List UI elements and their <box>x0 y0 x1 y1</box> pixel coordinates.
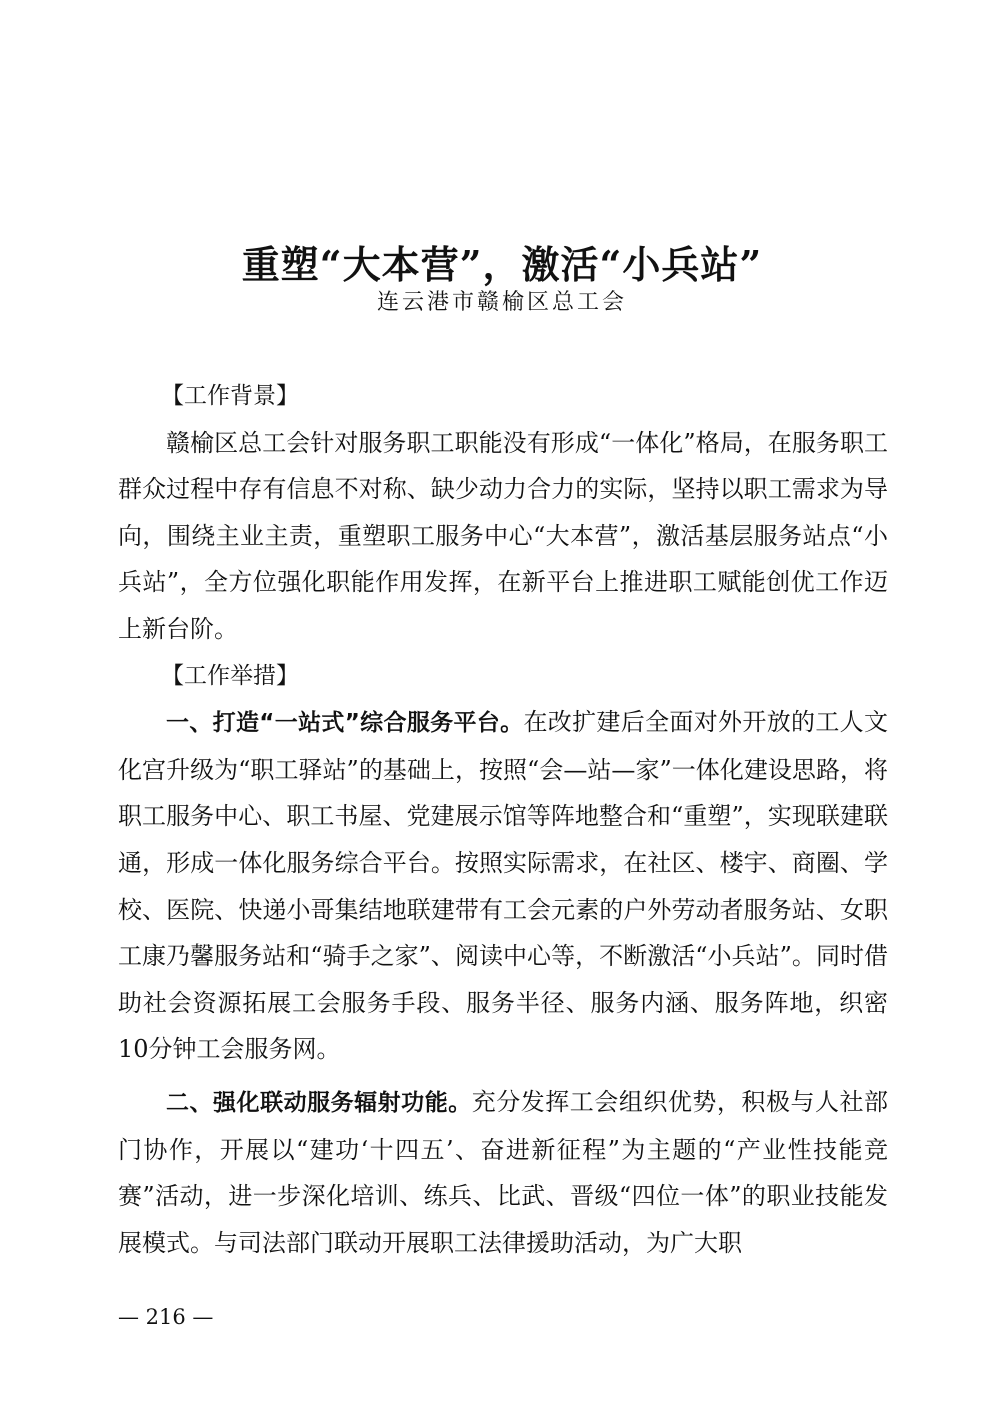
section-heading-measures: 【工作举措】 <box>161 662 299 689</box>
page-number: — 216 — <box>118 1305 214 1329</box>
document-author: 连云港市赣榆区总工会 <box>376 290 627 315</box>
measure-text-1: 在改扩建后全面对外开放的工人文化宫升级为“职工驿站”的基础上，按照“会—站—家”一体化建设思路，将职工服务中心、职工书屋、党建展示馆等阵地整合和“重塑”，实现联建联通，形成一体化服务综合平台。按照实际需求，在社区、楼宇、商圈、学校、医院、快递小哥集结地联建带有工会元素的户外劳动者服务站、女职工康乃馨服务站和“骑手之家”、阅读中心等，不断激活“小兵站”。同时借助社会资源拓展工会服务手段、服务半径、服务内涵、服务阵地，织密10分钟工会服务网。 <box>118 708 889 1064</box>
measure-lead-1: 一、打造“一站式”综合服务平台。 <box>166 710 524 737</box>
document-title: 重塑“大本营”，激活“小兵站” <box>241 242 763 288</box>
measure-text-2: 充分发挥工会组织优势，积极与人社部门协作，开展以“建功‘十四五’、奋进新征程”为主题的“产业性技能竞赛”活动，进一步深化培训、练兵、比武、晋级“四位一体”的职业技能发展模式。与司法部门联动开展职工法律援助活动，为广大职 <box>118 1087 889 1257</box>
background-paragraph: 赣榆区总工会针对服务职工职能没有形成“一体化”格局，在服务职工群众过程中存有信息不对称、缺少动力合力的实际，坚持以职工需求为导向，围绕主业主责，重塑职工服务中心“大本营”，激活基层服务站点“小兵站”，全方位强化职能作用发挥，在新平台上推进职工赋能创优工作迈上新台阶。 <box>118 428 888 643</box>
measure-paragraph-2 <box>118 1079 888 1266</box>
document-body <box>118 373 888 1266</box>
section-heading-background: 【工作背景】 <box>161 383 299 409</box>
measure-paragraph-1 <box>118 699 888 1073</box>
measure-lead-2: 二、强化联动服务辐射功能。 <box>166 1089 472 1116</box>
